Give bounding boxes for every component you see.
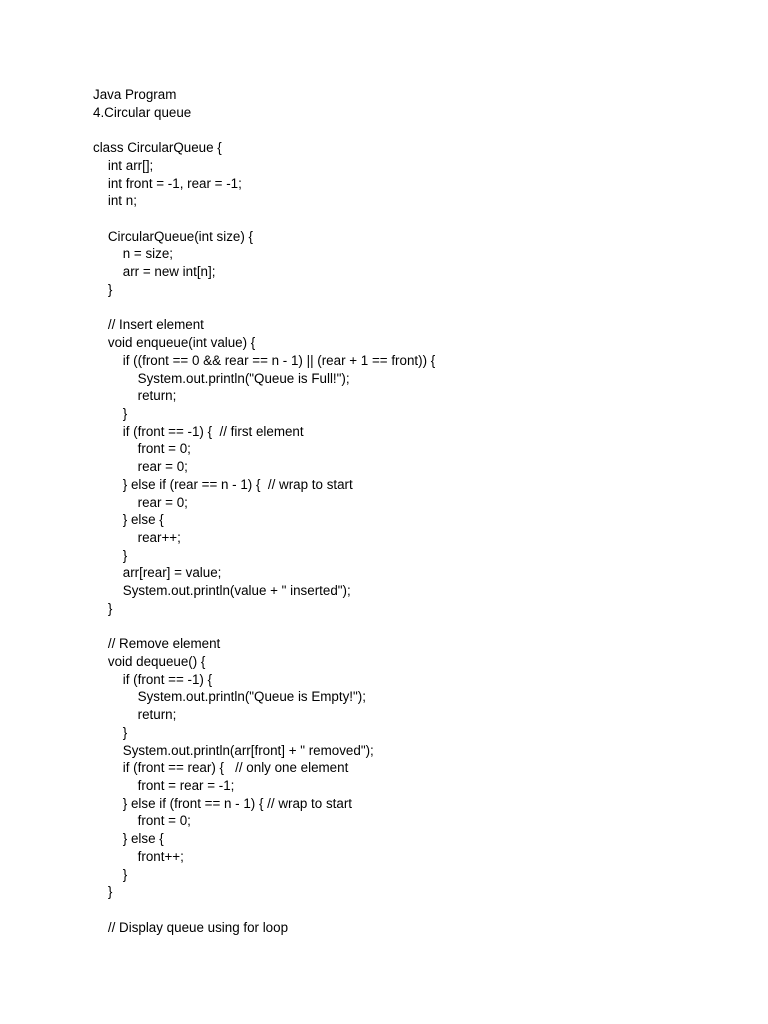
code-line: front = 0; [93,441,191,457]
code-line: int n; [93,193,137,209]
blank-line [93,121,733,139]
code-line: arr[rear] = value; [93,565,222,581]
code-line: } [93,600,113,616]
code-line: } [93,724,128,740]
code-line: } [93,405,128,421]
code-line: CircularQueue(int size) { [93,228,254,244]
code-line: } else { [93,512,164,528]
code-line: if ((front == 0 && rear == n - 1) || (rear + 1 == front)) { [93,352,436,368]
blank-line [93,618,733,636]
code-line: } [93,281,113,297]
code-line: return; [93,388,177,404]
code-line: System.out.println("Queue is Full!"); [93,370,350,386]
code-line: // Insert element [93,317,204,333]
code-line: } else { [93,831,164,847]
code-line: } [93,866,128,882]
code-line: } else if (rear == n - 1) { // wrap to start [93,476,353,492]
code-line: rear = 0; [93,494,188,510]
code-line: Java Program [93,87,177,102]
code-line: // Display queue using for loop [93,919,289,935]
code-line: 4.Circular queue [93,104,192,120]
code-line: if (front == -1) { // first element [93,423,304,439]
code-line: void dequeue() { [93,654,206,669]
code-line: void enqueue(int value) { [93,335,256,351]
code-line: // Remove element [93,636,221,652]
code-line: System.out.println("Queue is Empty!"); [93,689,366,705]
code-line: front++; [93,848,184,864]
code-line: if (front == rear) { // only one element [93,760,349,776]
code-line: System.out.println(value + " inserted"); [93,583,351,599]
blank-line [93,299,733,317]
code-line: if (front == -1) { [93,671,213,687]
code-line: int arr[]; [93,157,154,173]
code-line: } [93,547,128,563]
code-line: } else if (front == n - 1) { // wrap to start [93,795,352,811]
code-line: int front = -1, rear = -1; [93,175,242,191]
code-line: front = 0; [93,813,191,829]
code-line: n = size; [93,246,174,262]
code-listing [93,86,733,937]
code-line: return; [93,707,177,723]
code-line: rear++; [93,529,181,545]
code-line: front = rear = -1; [93,778,235,794]
blank-line [93,901,733,919]
code-line: System.out.println(arr[front] + " removed"); [93,742,374,758]
code-line: rear = 0; [93,459,188,475]
code-line: } [93,884,113,900]
code-line: arr = new int[n]; [93,264,216,280]
blank-line [93,210,733,228]
code-line: class CircularQueue { [93,140,222,156]
